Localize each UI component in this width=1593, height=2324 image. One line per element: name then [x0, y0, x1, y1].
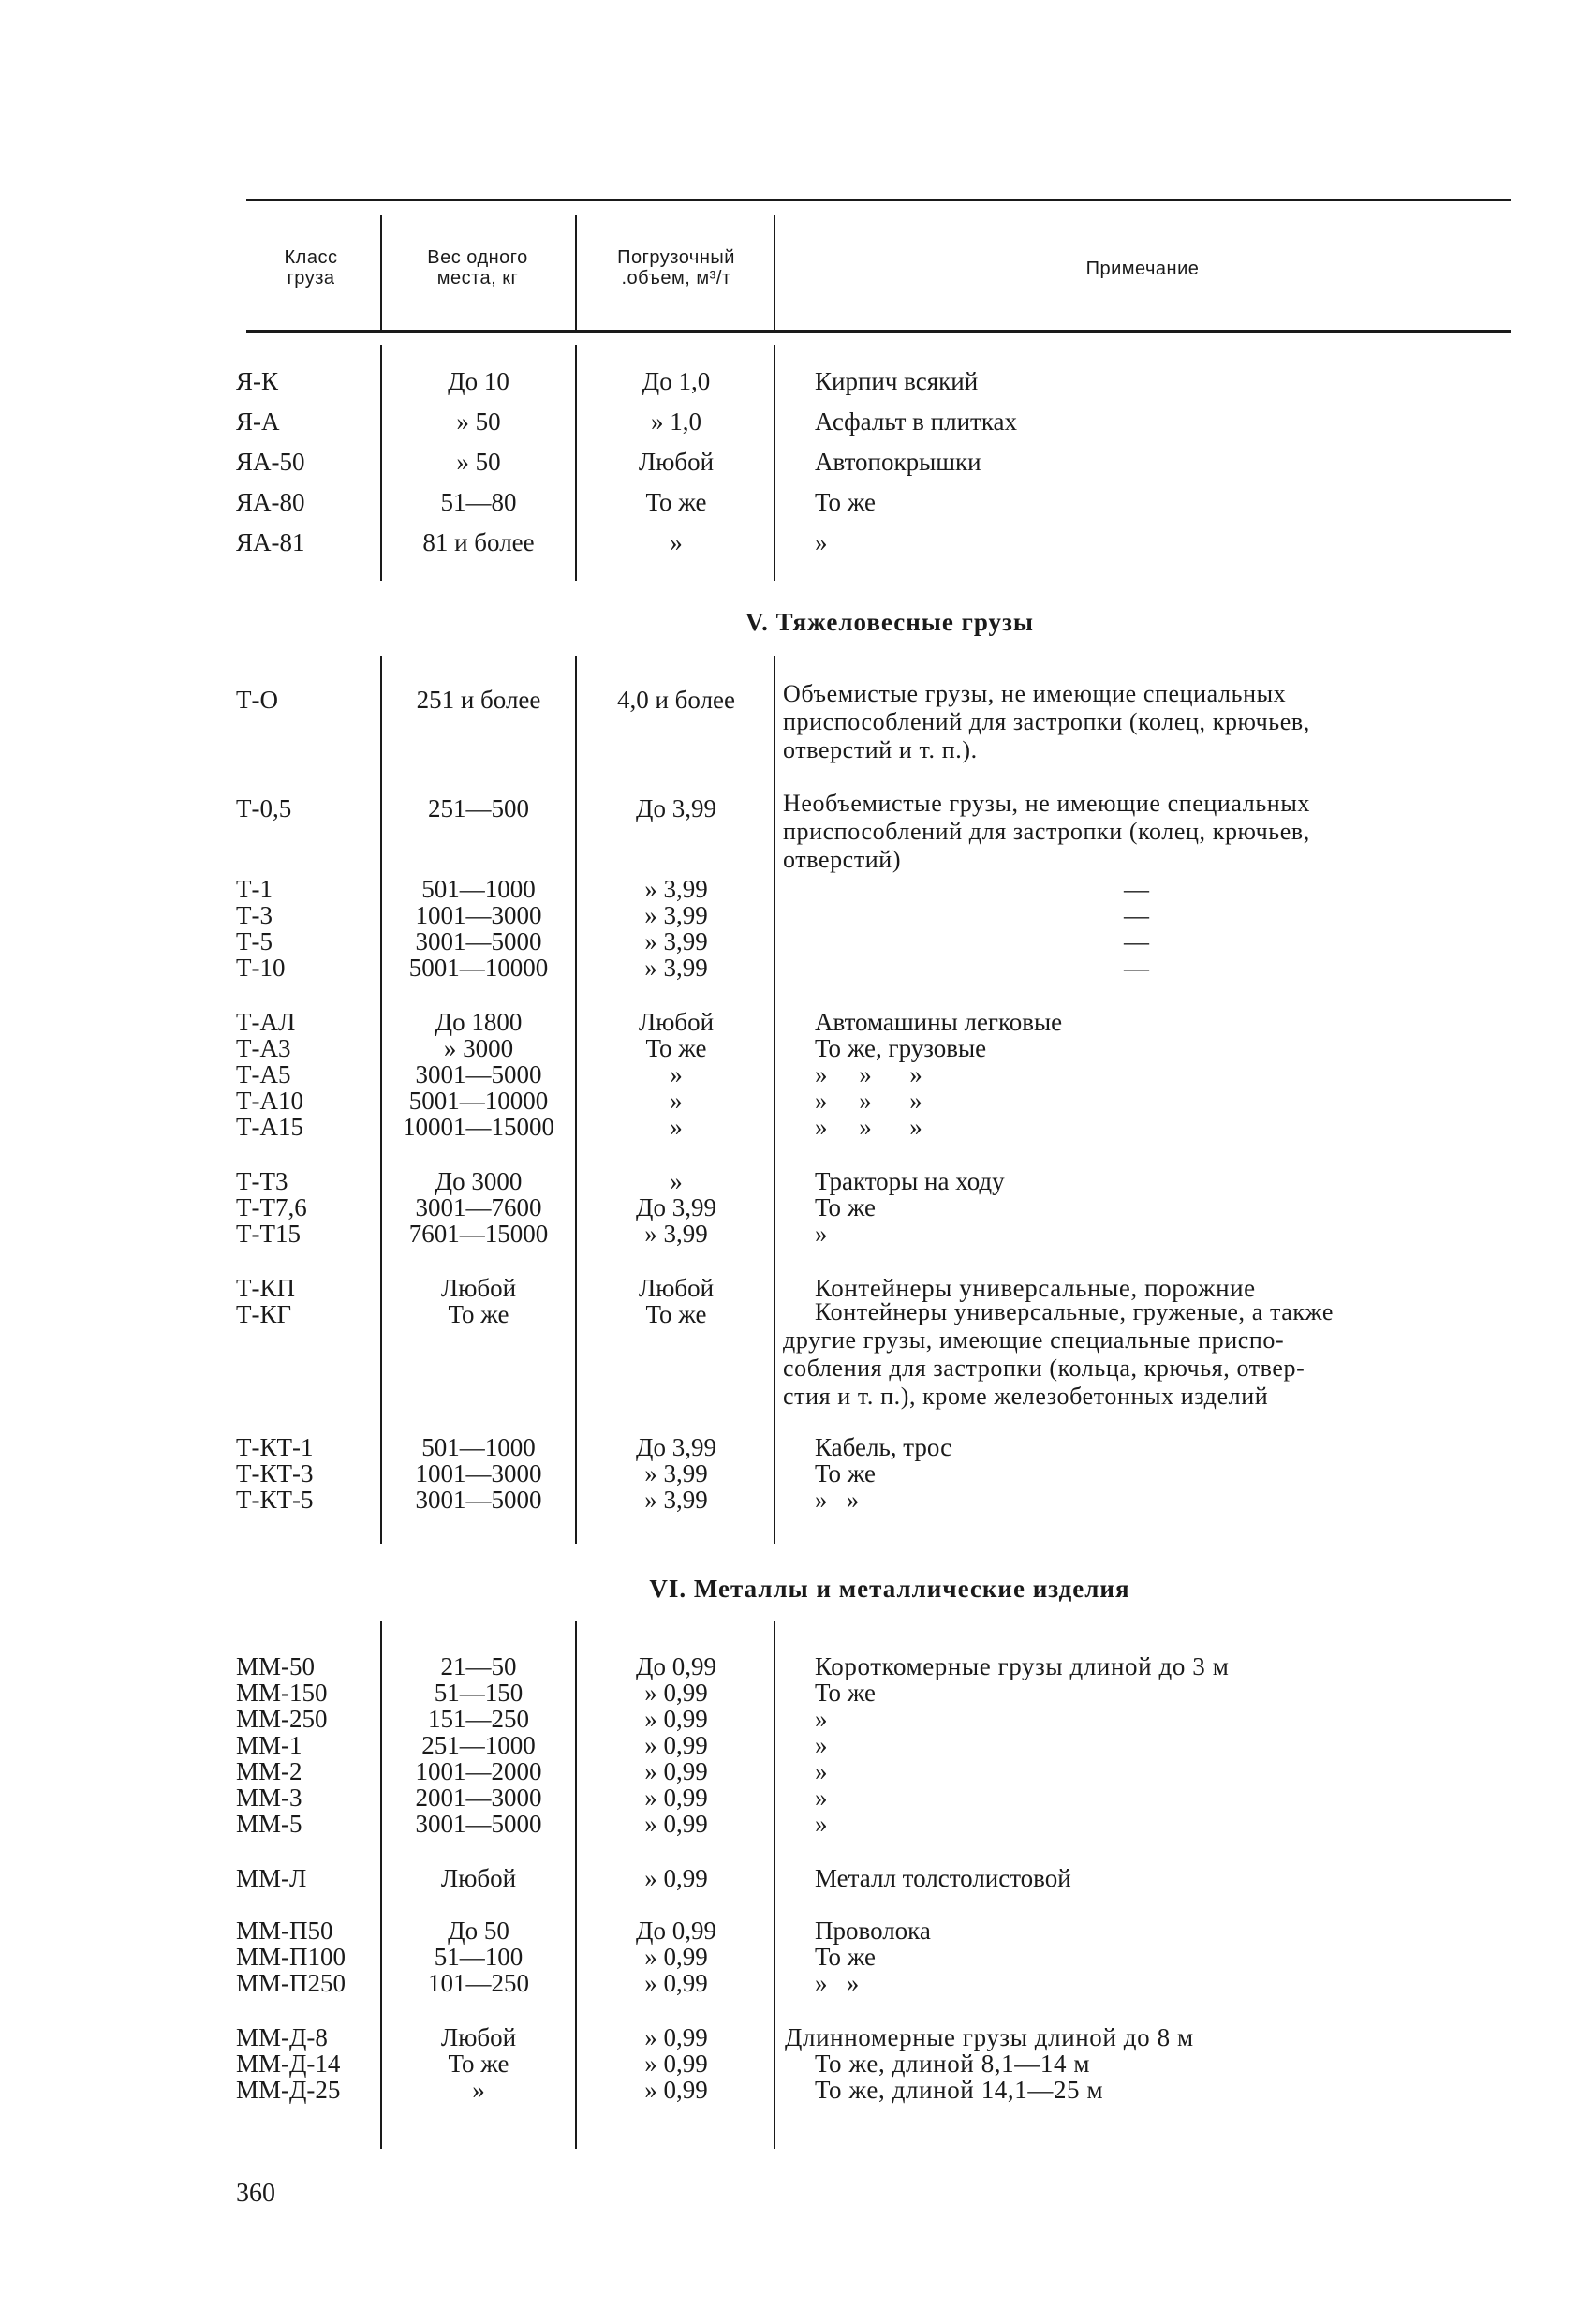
loading-volume: До 0,99	[636, 1917, 716, 1945]
loading-volume: » 0,99	[644, 1784, 708, 1812]
note-paragraph	[783, 680, 1510, 764]
unit-weight: 51—100	[434, 1943, 524, 1971]
note-paragraph	[783, 790, 1510, 874]
note-line: Необъемистые грузы, не имеющие специальных	[783, 790, 1310, 817]
cargo-class: Т-КТ-3	[236, 1459, 314, 1488]
cargo-class: ММ-5	[236, 1810, 302, 1838]
cargo-class: Т-А15	[236, 1113, 303, 1141]
cargo-class: Т-АЛ	[236, 1008, 296, 1036]
loading-volume: То же	[645, 488, 707, 516]
note: » » »	[815, 1113, 922, 1141]
cargo-class: ММ-Л	[236, 1864, 307, 1892]
section-title: V. Тяжеловесные грузы	[745, 608, 1034, 636]
cargo-class: Т-Т7,6	[236, 1193, 307, 1221]
unit-weight: То же	[448, 1300, 509, 1328]
table-row	[0, 1784, 1593, 1812]
loading-volume: » 0,99	[644, 1969, 708, 1997]
note: » »	[815, 1969, 860, 1997]
note: —	[1124, 901, 1149, 929]
cargo-class: Т-5	[236, 927, 273, 955]
unit-weight: 251—1000	[421, 1731, 536, 1759]
unit-weight: 3001—5000	[415, 1810, 542, 1838]
unit-weight: » 3000	[443, 1034, 514, 1062]
column-divider	[380, 215, 382, 330]
cargo-class: ММ-Д-25	[236, 2076, 341, 2104]
loading-volume: »	[670, 528, 683, 556]
header-note: Примечание	[1085, 259, 1200, 279]
unit-weight: 51—80	[440, 488, 517, 516]
note: »	[815, 1810, 828, 1838]
table-row	[0, 1917, 1593, 1945]
loading-volume: » 3,99	[644, 954, 708, 982]
table-row	[0, 1433, 1593, 1461]
cargo-class: Т-КП	[236, 1274, 295, 1302]
note-line: отверстий)	[783, 846, 902, 873]
unit-weight: 101—250	[428, 1969, 529, 1997]
table-top-rule	[246, 199, 1511, 201]
note: —	[1124, 954, 1149, 982]
note: »	[815, 1757, 828, 1785]
loading-volume: До 0,99	[636, 1652, 716, 1680]
unit-weight: 251 и более	[416, 686, 541, 714]
table-row	[0, 528, 1593, 556]
unit-weight: 501—1000	[421, 875, 536, 903]
cargo-class: Т-Т3	[236, 1167, 288, 1195]
table-row	[0, 1034, 1593, 1062]
table-row	[0, 1113, 1593, 1141]
table-row	[0, 901, 1593, 929]
loading-volume: » 1,0	[651, 407, 701, 436]
cargo-class: Т-10	[236, 954, 286, 982]
loading-volume: » 0,99	[644, 2023, 708, 2051]
table-row	[0, 1087, 1593, 1115]
unit-weight: 5001—10000	[408, 954, 549, 982]
table-row	[0, 2050, 1593, 2078]
unit-weight: 21—50	[440, 1652, 517, 1680]
unit-weight: 5001—10000	[408, 1087, 549, 1115]
note: Кабель, трос	[815, 1433, 952, 1461]
unit-weight: То же	[448, 2050, 509, 2078]
cargo-class: Т-А3	[236, 1034, 291, 1062]
table-row	[0, 1652, 1593, 1680]
unit-weight: 501—1000	[421, 1433, 536, 1461]
note: Автомашины легковые	[815, 1008, 1063, 1036]
note: »	[815, 1705, 828, 1733]
unit-weight: 3001—5000	[415, 927, 542, 955]
table-row	[0, 407, 1593, 436]
loading-volume: » 3,99	[644, 901, 708, 929]
cargo-class: ММ-П50	[236, 1917, 333, 1945]
note: То же	[815, 1193, 876, 1221]
loading-volume: » 0,99	[644, 1943, 708, 1971]
loading-volume: »	[670, 1113, 683, 1141]
note-line: Объемистые грузы, не имеющие специальных	[783, 680, 1287, 707]
loading-volume: »	[670, 1167, 683, 1195]
unit-weight: Любой	[440, 1864, 517, 1892]
unit-weight: 3001—5000	[415, 1486, 542, 1514]
note: »	[815, 1220, 828, 1248]
header-loading-volume-line: .объем, м³/т	[621, 268, 731, 289]
header-cargo-class	[245, 247, 376, 289]
table-row	[0, 1486, 1593, 1514]
note: То же	[815, 1459, 876, 1488]
table-row	[0, 367, 1593, 395]
header-unit-weight-line: места, кг	[436, 268, 519, 289]
table-row	[0, 2076, 1593, 2104]
loading-volume: » 3,99	[644, 1459, 708, 1488]
unit-weight: Любой	[440, 1274, 517, 1302]
cargo-class: ЯА-50	[236, 448, 305, 476]
cargo-class: ЯА-80	[236, 488, 305, 516]
cargo-class: Т-КТ-1	[236, 1433, 314, 1461]
note-line: отверстий и т. п.).	[783, 736, 978, 763]
header-unit-weight	[384, 247, 571, 289]
table-row	[0, 1731, 1593, 1759]
page-number: 360	[236, 2179, 275, 2208]
note: То же, грузовые	[815, 1034, 987, 1062]
table-row	[0, 1810, 1593, 1838]
unit-weight: До 50	[448, 1917, 509, 1945]
table-row	[0, 954, 1593, 982]
cargo-class: Т-А10	[236, 1087, 303, 1115]
loading-volume: » 3,99	[644, 1486, 708, 1514]
unit-weight: 51—150	[434, 1679, 524, 1707]
section-title: VI. Металлы и металлические изделия	[649, 1575, 1130, 1603]
table-row	[0, 1943, 1593, 1971]
table-row	[0, 1193, 1593, 1221]
loading-volume: »	[670, 1060, 683, 1088]
unit-weight: 3001—7600	[415, 1193, 542, 1221]
note: Короткомерные грузы длиной до 3 м	[815, 1652, 1230, 1680]
loading-volume: Любой	[638, 448, 715, 476]
loading-volume: То же	[645, 1034, 707, 1062]
unit-weight: До 1800	[435, 1008, 523, 1036]
note: Асфальт в плитках	[815, 407, 1018, 436]
loading-volume: » 0,99	[644, 1705, 708, 1733]
cargo-class: Т-Т15	[236, 1220, 301, 1248]
loading-volume: Любой	[638, 1008, 715, 1036]
note-paragraph	[783, 1298, 1510, 1411]
note-line: приспособлений для застропки (колец, крючьев,	[783, 818, 1310, 845]
header-loading-volume-line: Погрузочный	[617, 247, 735, 268]
cargo-class: ММ-50	[236, 1652, 316, 1680]
cargo-class: Т-О	[236, 686, 278, 714]
header-cargo-class-line: груза	[287, 268, 335, 289]
loading-volume: До 3,99	[636, 794, 716, 822]
loading-volume: » 0,99	[644, 1864, 708, 1892]
cargo-class: ММ-3	[236, 1784, 302, 1812]
note: Металл толстолистовой	[815, 1864, 1071, 1892]
unit-weight: 1001—3000	[415, 901, 542, 929]
table-header-bottom-rule	[246, 330, 1511, 333]
note-line: стия и т. п.), кроме железобетонных изделий	[783, 1383, 1269, 1410]
header-cargo-class-line: Класс	[284, 247, 338, 268]
loading-volume: 4,0 и более	[616, 686, 736, 714]
note: Кирпич всякий	[815, 367, 979, 395]
note: Проволока	[815, 1917, 931, 1945]
table-row	[0, 448, 1593, 476]
unit-weight: 1001—3000	[415, 1459, 542, 1488]
loading-volume: » 0,99	[644, 2050, 708, 2078]
note: То же, длиной 8,1—14 м	[815, 2050, 1091, 2078]
column-divider	[774, 215, 775, 330]
cargo-class: ММ-Д-8	[236, 2023, 328, 2051]
note: Тракторы на ходу	[815, 1167, 1005, 1195]
loading-volume: » 0,99	[644, 2076, 708, 2104]
cargo-class: Т-А5	[236, 1060, 291, 1088]
unit-weight: До 10	[448, 367, 509, 395]
note: » »	[815, 1486, 860, 1514]
note-line: другие грузы, имеющие специальные приспо-	[783, 1326, 1285, 1354]
table-row	[0, 2023, 1593, 2051]
unit-weight: 2001—3000	[415, 1784, 542, 1812]
note: » » »	[815, 1087, 922, 1115]
loading-volume: » 0,99	[644, 1679, 708, 1707]
unit-weight: 3001—5000	[415, 1060, 542, 1088]
table-row	[0, 1864, 1593, 1892]
unit-weight: » 50	[456, 448, 501, 476]
loading-volume: То же	[645, 1300, 707, 1328]
note: Длинномерные грузы длиной до 8 м	[785, 2023, 1194, 2051]
note: —	[1124, 927, 1149, 955]
loading-volume: » 3,99	[644, 1220, 708, 1248]
note-line: приспособлений для застропки (колец, крючьев,	[783, 708, 1310, 735]
cargo-class: ММ-1	[236, 1731, 302, 1759]
note: —	[1124, 875, 1149, 903]
unit-weight: 1001—2000	[415, 1757, 542, 1785]
cargo-class: ММ-2	[236, 1757, 302, 1785]
loading-volume: Любой	[638, 1274, 715, 1302]
cargo-class: Т-0,5	[236, 794, 292, 822]
loading-volume: » 3,99	[644, 875, 708, 903]
note: »	[815, 1784, 828, 1812]
unit-weight: 151—250	[428, 1705, 529, 1733]
note: Автопокрышки	[815, 448, 981, 476]
note-line: Контейнеры универсальные, груженые, а также	[815, 1298, 1334, 1325]
loading-volume: До 1,0	[642, 367, 711, 395]
cargo-class: ММ-150	[236, 1679, 328, 1707]
note: То же	[815, 1943, 876, 1971]
cargo-class: ММ-Д-14	[236, 2050, 341, 2078]
header-unit-weight-line: Вес одного	[427, 247, 528, 268]
cargo-class: Я-А	[236, 407, 280, 436]
loading-volume: » 0,99	[644, 1810, 708, 1838]
unit-weight: 251—500	[428, 794, 529, 822]
cargo-class: Т-КТ-5	[236, 1486, 314, 1514]
table-row	[0, 875, 1593, 903]
table-row	[0, 1679, 1593, 1707]
table-row	[0, 1008, 1593, 1036]
cargo-class: ММ-П100	[236, 1943, 347, 1971]
loading-volume: » 0,99	[644, 1757, 708, 1785]
note: » » »	[815, 1060, 922, 1088]
note: »	[815, 1731, 828, 1759]
loading-volume: До 3,99	[636, 1193, 716, 1221]
column-divider	[575, 215, 577, 330]
note: Контейнеры универсальные, порожние	[815, 1274, 1256, 1302]
cargo-class: ЯА-81	[236, 528, 305, 556]
table-row	[0, 927, 1593, 955]
table-row	[0, 1220, 1593, 1248]
unit-weight: » 50	[456, 407, 501, 436]
unit-weight: 7601—15000	[408, 1220, 549, 1248]
cargo-class: ММ-П250	[236, 1969, 347, 1997]
table-row	[0, 1459, 1593, 1488]
table-row	[0, 1757, 1593, 1785]
table-row	[0, 1705, 1593, 1733]
note: То же	[815, 488, 876, 516]
unit-weight: До 3000	[435, 1167, 523, 1195]
cargo-class: Т-3	[236, 901, 273, 929]
table-row	[0, 488, 1593, 516]
cargo-class: Т-1	[236, 875, 273, 903]
table-row	[0, 1060, 1593, 1088]
note: То же	[815, 1679, 876, 1707]
note: То же, длиной 14,1—25 м	[815, 2076, 1104, 2104]
header-loading-volume	[579, 247, 774, 289]
note: »	[815, 528, 828, 556]
table-row	[0, 1167, 1593, 1195]
loading-volume: »	[670, 1087, 683, 1115]
unit-weight: 81 и более	[422, 528, 535, 556]
cargo-class: ММ-250	[236, 1705, 328, 1733]
cargo-class: Т-КГ	[236, 1300, 292, 1328]
unit-weight: »	[472, 2076, 485, 2104]
unit-weight: Любой	[440, 2023, 517, 2051]
table-row	[0, 1969, 1593, 1997]
note-line: собления для застропки (кольца, крючья, отвер-	[783, 1354, 1305, 1382]
unit-weight: 10001—15000	[403, 1113, 554, 1141]
loading-volume: » 0,99	[644, 1731, 708, 1759]
loading-volume: До 3,99	[636, 1433, 716, 1461]
cargo-class: Я-К	[236, 367, 279, 395]
loading-volume: » 3,99	[644, 927, 708, 955]
